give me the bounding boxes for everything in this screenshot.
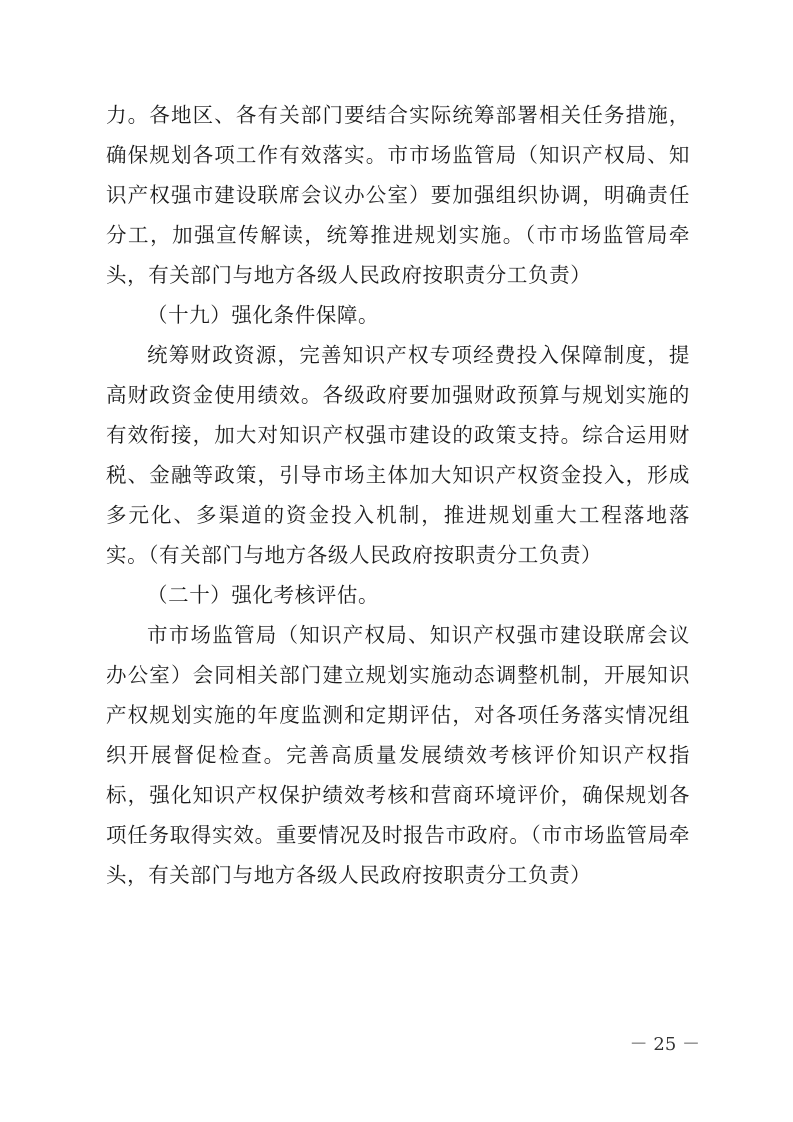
paragraph-continued: 力。各地区、各有关部门要结合实际统筹部署相关任务措施，确保规划各项工作有效落实。市市场监管局（知识产权局、知识产权强市建设联席会议办公室）要加强组织协调，明确责任分工，加强宣传解读，统筹推进规划实施。（市市场监管局牵头，有关部门与地方各级人民政府按职责分工负责） xyxy=(106,103,690,287)
document-body xyxy=(106,95,690,895)
page-number: － 25 － xyxy=(629,1034,700,1055)
paragraph-assessment: 市市场监管局（知识产权局、知识产权强市建设联席会议办公室）会同相关部门建立规划实施动态调整机制，开展知识产权规划实施的年度监测和定期评估，对各项任务落实情况组织开展督促检查。完善高质量发展绩效考核评价知识产权指标，强化知识产权保护绩效考核和营商环境评价，确保规划各项任务取得实效。重要情况及时报告市政府。（市市场监管局牵头，有关部门与地方各级人民政府按职责分工负责） xyxy=(106,623,690,887)
section-heading-20: （二十）强化考核评估。 xyxy=(147,583,380,607)
section-heading-19: （十九）强化条件保障。 xyxy=(147,303,380,327)
paragraph-funding-guarantee: 统筹财政资源，完善知识产权专项经费投入保障制度，提高财政资金使用绩效。各级政府要加强财政预算与规划实施的有效衔接，加大对知识产权强市建设的政策支持。综合运用财税、金融等政策，引导市场主体加大知识产权资金投入，形成多元化、多渠道的资金投入机制，推进规划重大工程落地落实。（有关部门与地方各级人民政府按职责分工负责） xyxy=(106,343,690,567)
